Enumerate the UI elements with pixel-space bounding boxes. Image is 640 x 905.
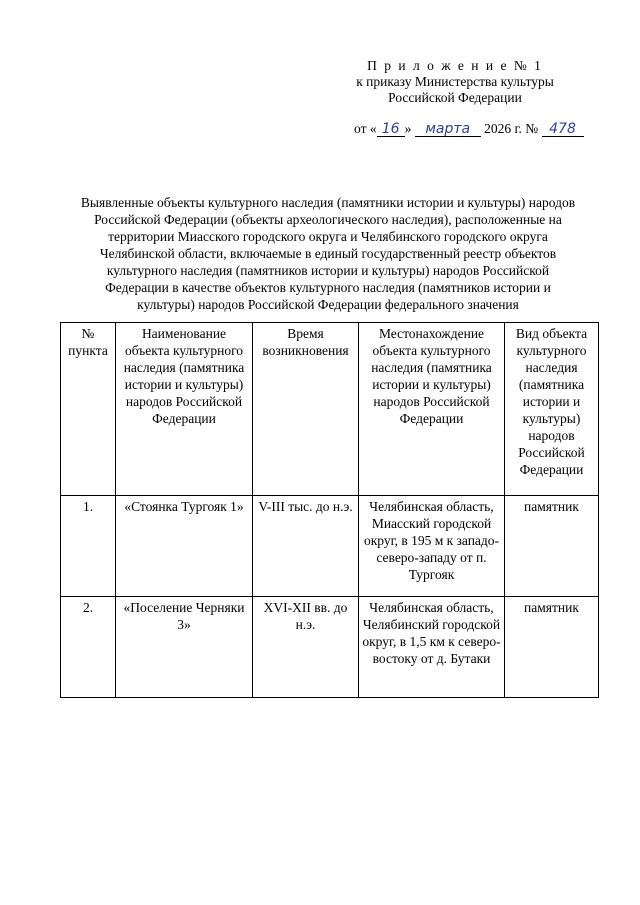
order-number-handwritten: 478	[542, 122, 584, 137]
header-object-type: Вид объекта культурного наследия (памятника истории и культуры) народов Российской Федерации	[505, 323, 599, 496]
cell-item-number: 1.	[61, 496, 116, 597]
order-date-prefix: от «	[354, 121, 377, 136]
order-date-separator: »	[404, 121, 412, 136]
heritage-objects-table	[60, 322, 599, 698]
appendix-block	[330, 58, 580, 106]
table-row	[61, 496, 599, 597]
document-heading: Выявленные объекты культурного наследия (памятники истории и культуры) народов Российской Федерации (объекты археологического наследия), расположенные на территории Миасского городского округа и Челябинского городского округа Челябинской области, включаемые в единый государственный реестр объектов культурного наследия (памятников истории и культуры) народов Российской Федерации в качестве объектов культурного наследия (памятников истории и культуры) народов Российской Федерации федерального значения	[80, 195, 576, 312]
order-date-line	[354, 121, 614, 137]
cell-object-name: «Стоянка Тургояк 1»	[116, 496, 253, 597]
cell-location: Челябинская область, Миасский городской округ, в 195 м к западо-северо-западу от п. Тургояк	[359, 496, 505, 597]
table-row	[61, 597, 599, 698]
header-origin-time: Время возникновения	[253, 323, 359, 496]
cell-object-type: памятник	[505, 496, 599, 597]
header-object-name: Наименование объекта культурного наследия (памятника истории и культуры) народов Российской Федерации	[116, 323, 253, 496]
cell-origin-time: V-III тыс. до н.э.	[253, 496, 359, 597]
order-day-handwritten: 16	[377, 122, 405, 137]
order-month-handwritten: марта	[415, 122, 481, 137]
appendix-title: П р и л о ж е н и е № 1	[367, 58, 543, 73]
appendix-order-reference: к приказу Министерства культуры	[356, 74, 554, 89]
table-header-row	[61, 323, 599, 496]
cell-object-type: памятник	[505, 597, 599, 698]
header-location: Местонахождение объекта культурного наследия (памятника истории и культуры) народов Российской Федерации	[359, 323, 505, 496]
appendix-ministry: Российской Федерации	[388, 90, 522, 105]
order-year-number-label: 2026 г. №	[484, 121, 539, 136]
cell-origin-time: XVI-XII вв. до н.э.	[253, 597, 359, 698]
cell-object-name: «Поселение Черняки 3»	[116, 597, 253, 698]
cell-item-number: 2.	[61, 597, 116, 698]
cell-location: Челябинская область, Челябинский городской округ, в 1,5 км к северо-востоку от д. Бутаки	[359, 597, 505, 698]
header-item-number: № пункта	[61, 323, 116, 496]
